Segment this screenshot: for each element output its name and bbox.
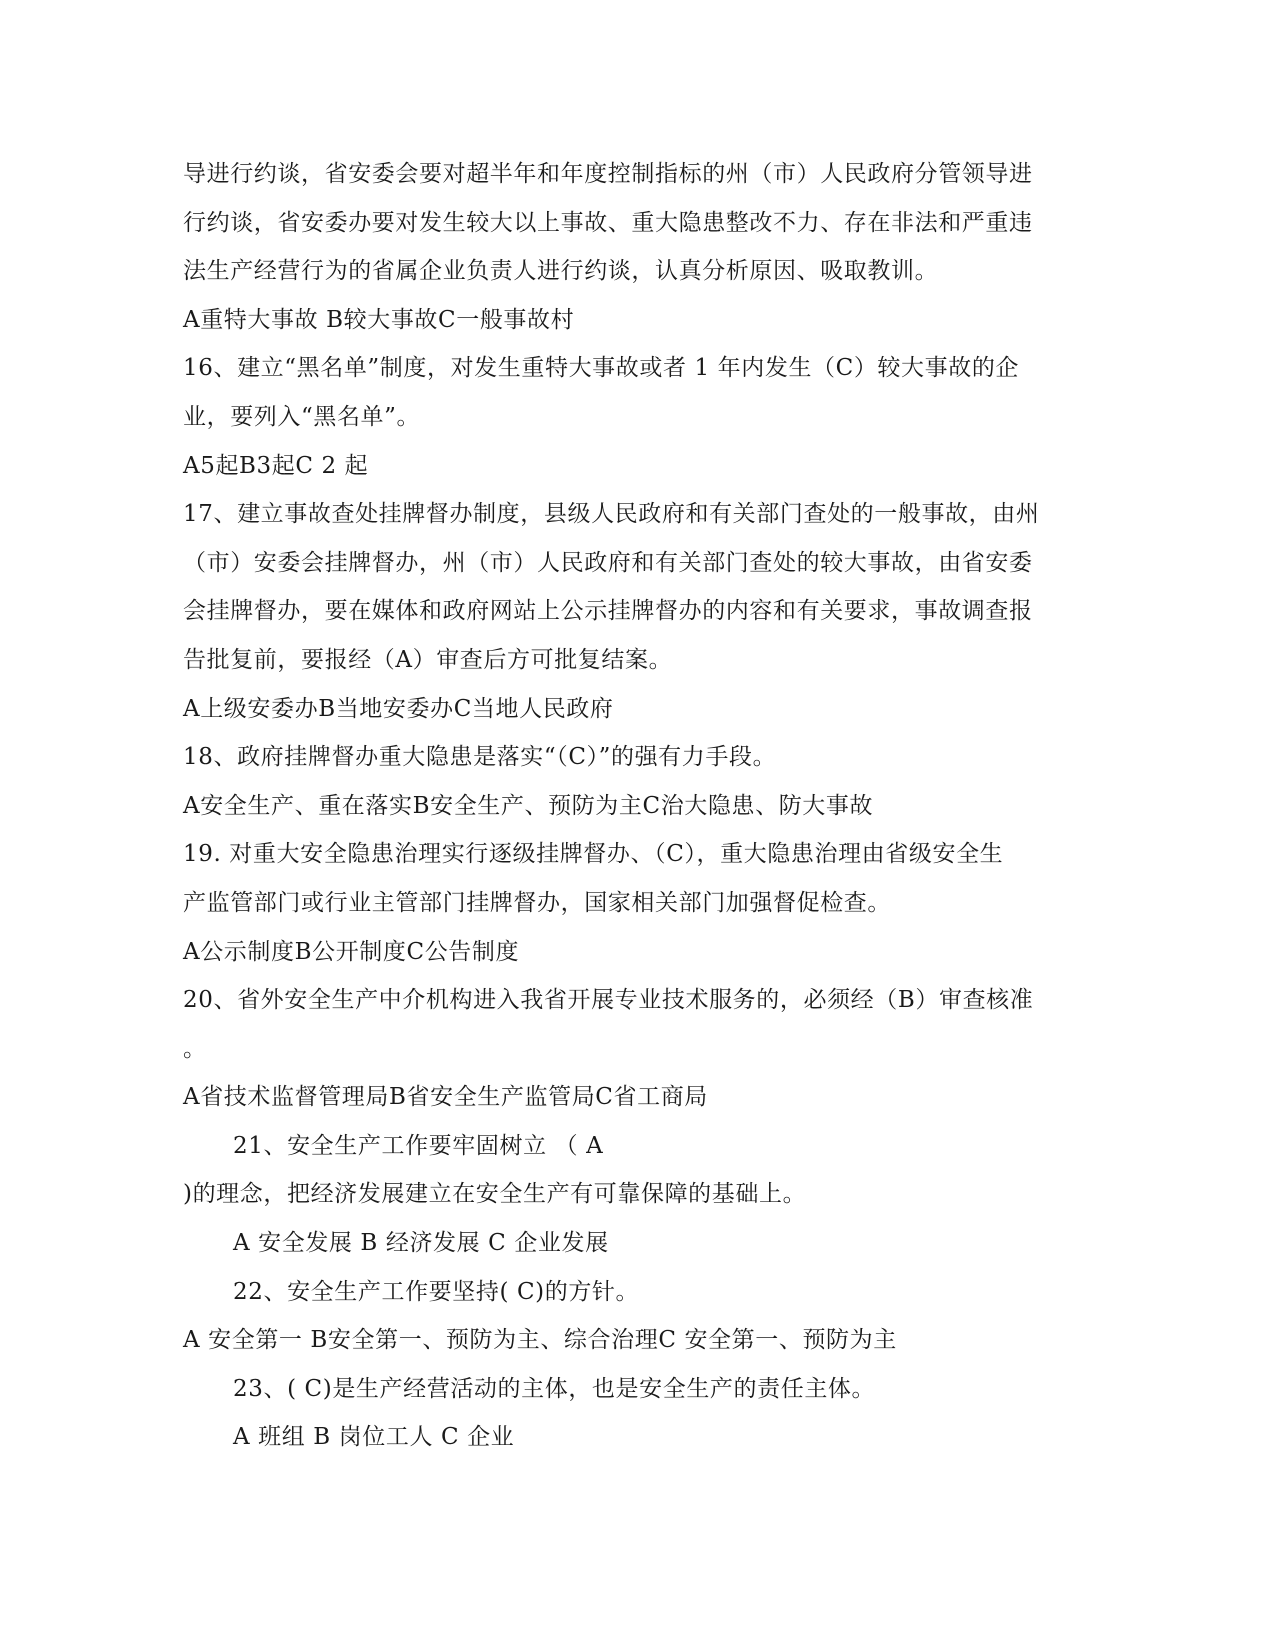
text-line: A安全生产、重在落实B安全生产、预防为主C治大隐患、防大事故 [183,792,874,819]
text-line: 。 [183,1035,207,1062]
text-line: A 安全发展 B 经济发展 C 企业发展 [233,1230,609,1257]
text-line: A公示制度B公开制度C公告制度 [183,938,520,965]
text-line: 行约谈，省安委办要对发生较大以上事故、重大隐患整改不力、存在非法和严重违 [183,209,1033,236]
text-line: 告批复前，要报经（A）审查后方可批复结案。 [183,646,673,673]
text-line: 18、政府挂牌督办重大隐患是落实“（C）”的强有力手段。 [183,744,777,771]
text-line: A 安全第一 B安全第一、预防为主、综合治理C 安全第一、预防为主 [183,1327,897,1354]
text-line: 16、建立“黑名单”制度，对发生重特大事故或者 1 年内发生（C）较大事故的企 [183,355,1020,382]
text-line: A上级安委办B当地安委办C当地人民政府 [183,695,614,722]
text-line: （市）安委会挂牌督办，州（市）人民政府和有关部门查处的较大事故，由省安委 [183,549,1033,576]
text-line: 19. 对重大安全隐患治理实行逐级挂牌督办、（C），重大隐患治理由省级安全生 [183,841,1004,868]
text-line: 22、安全生产工作要坚持( C)的方针。 [233,1278,640,1305]
text-line: 导进行约谈，省安委会要对超半年和年度控制指标的州（市）人民政府分管领导进 [183,161,1033,187]
text-line: 20、省外安全生产中介机构进入我省开展专业技术服务的，必须经（B）审查核准 [183,987,1034,1014]
text-line: A5起B3起C 2 起 [183,452,369,479]
text-line: A省技术监督管理局B省安全生产监管局C省工商局 [183,1084,708,1111]
document-page [183,150,1093,1462]
text-line: A 班组 B 岗位工人 C 企业 [233,1424,515,1451]
text-line: 21、安全生产工作要牢固树立 （ A [233,1132,604,1159]
text-line: 会挂牌督办，要在媒体和政府网站上公示挂牌督办的内容和有关要求，事故调查报 [183,598,1033,625]
text-line: 产监管部门或行业主管部门挂牌督办，国家相关部门加强督促检查。 [183,889,891,916]
text-line: )的理念，把经济发展建立在安全生产有可靠保障的基础上。 [183,1181,807,1208]
text-line: A重特大事故 B较大事故C一般事故村 [183,306,575,333]
text-line: 17、建立事故查处挂牌督办制度，县级人民政府和有关部门查处的一般事故，由州 [183,501,1040,528]
text-line: 23、( C)是生产经营活动的主体，也是安全生产的责任主体。 [233,1375,876,1402]
text-line: 业，要列入“黑名单”。 [183,403,421,430]
text-line: 法生产经营行为的省属企业负责人进行约谈，认真分析原因、吸取教训。 [183,258,939,285]
